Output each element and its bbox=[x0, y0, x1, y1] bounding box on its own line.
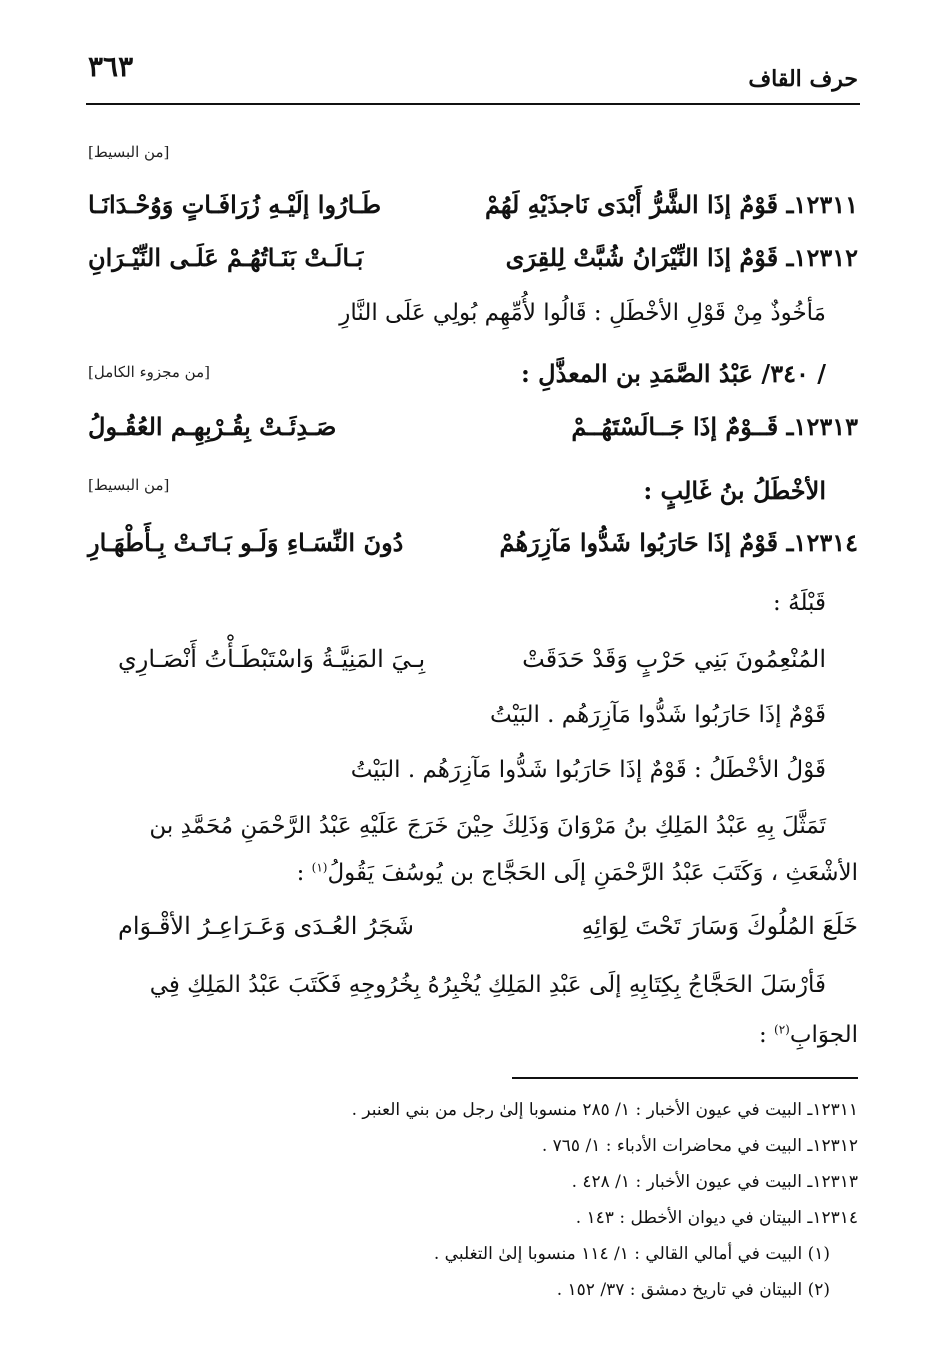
verse-12314 bbox=[88, 528, 858, 572]
verse-hemistich-second: صَـدِئَـتْ بِقُـرْبِهِـم العُقُـولُ bbox=[88, 412, 337, 441]
footnote: ١٢٣١٢ـ البيت في محاضرات الأدباء : ١/ ٧٦٥ . bbox=[541, 1136, 858, 1156]
verse-12311 bbox=[88, 190, 858, 234]
verse-hemistich-first: ١٢٣١٢ـ قَوْمٌ إذَا النِّيْرَانُ شُبَّتْ لِلقِرَى bbox=[505, 243, 858, 272]
verse-munimun bbox=[118, 645, 826, 689]
verse-hemistich-second: دُونَ النِّسَـاءِ وَلَـو بَـاتَـتْ بِـأَطْهَـارِ bbox=[88, 528, 404, 557]
footnote: ١٢٣١٣ـ البيت في عيون الأخبار : ١/ ٤٢٨ . bbox=[571, 1172, 858, 1192]
qablahu-label: قَبْلَهُ : bbox=[773, 590, 826, 616]
verse-khalaa bbox=[118, 912, 858, 956]
verse-hemistich-first: ١٢٣١٣ـ قَــوْمٌ إذَا جَــالَسْتَهُــمْ bbox=[571, 412, 858, 441]
meter-label: [من مجزوء الكامل] bbox=[88, 363, 210, 381]
footnote-ref: (٢) bbox=[774, 1022, 790, 1037]
footnote-rule bbox=[512, 1077, 858, 1079]
paragraph-line: الأشْعَثِ ، وَكَتَبَ عَبْدُ الرَّحْمَنِ إلَى الحَجَّاج بن يُوسُفَ يَقُولُ$^{(١)}$ : bbox=[296, 860, 858, 886]
footnote: ١٢٣١٤ـ البيتان في ديوان الأخطل : ١٤٣ . bbox=[575, 1208, 858, 1228]
verse-hemistich-second: بَـالَـتْ بَنَـاتُهُـمْ عَلَـى النِّيْـرَانِ bbox=[88, 243, 364, 272]
verse-hemistich-first: ١٢٣١١ـ قَوْمٌ إذَا الشَّرُّ أَبْدَى نَاجذَيْهِ لَهُمْ bbox=[484, 190, 858, 219]
footnote-ref: (١) bbox=[311, 860, 328, 875]
verse-12313 bbox=[88, 412, 858, 456]
verse-hemistich-first: خَلَعَ المُلُوكَ وَسَارَ تَحْتَ لِوَائِهِ bbox=[581, 912, 858, 940]
poet-heading: الأخْطَلُ بنُ غَالِبٍ : bbox=[643, 476, 826, 505]
paragraph-line: الجوَابِ$^{(٢)}$ : bbox=[758, 1022, 858, 1048]
footnote: ١٢٣١١ـ البيت في عيون الأخبار : ١/ ٢٨٥ منسوبا إلىٰ رجل من بني العنبر . bbox=[351, 1100, 858, 1120]
verse-hemistich-second: شَجَرُ العُـدَى وَعَـرَاعِـرُ الأقْـوَام bbox=[118, 912, 414, 940]
meter-label: [من البسيط] bbox=[88, 476, 170, 494]
verse-hemistich-first: ١٢٣١٤ـ قَوْمٌ إذَا حَارَبُوا شَدُّوا مَآزِرَهُمْ bbox=[499, 528, 858, 557]
paragraph-line: تَمَثَّلَ بِهِ عَبْدُ المَلِكِ بنُ مَرْوَانَ وَذَلِكَ حِيْنَ خَرَجَ عَلَيْهِ عَبْدُ الرَّحْمَنِ مُحَمَّدِ بن bbox=[149, 813, 826, 839]
verse-12312 bbox=[88, 243, 858, 287]
text-line: قَوْمٌ إذَا حَارَبُوا شَدُّوا مَآزِرَهُم . البَيْتُ bbox=[489, 702, 826, 728]
verse-hemistich-first: المُنْعِمُونَ بَنِي حَرْبٍ وَقَدْ حَدَقَتْ bbox=[522, 645, 826, 673]
text-line: قَوْلُ الأخْطَلُ : قَوْمٌ إذَا حَارَبُوا شَدُّوا مَآزِرَهُم . البَيْتُ bbox=[350, 757, 826, 783]
footnote: (١) البيت في أمالي القالي : ١/ ١١٤ منسوبا إلىٰ التغلبي . bbox=[433, 1244, 830, 1264]
verse-hemistich-second: بِـيَ المَنِيَّـةُ وَاسْتَبْطَـأْتُ أَنْصَـارِي bbox=[118, 645, 426, 673]
paragraph-line: فَأرْسَلَ الحَجَّاجُ بِكِتَابِهِ إلَى عَبْدِ المَلِكِ يُخْبِرُهُ بِخُرُوجِهِ فَكَتَبَ عَبْدُ المَلِكِ فِي bbox=[149, 972, 826, 998]
source-note: مَأخُوذٌ مِنْ قَوْلِ الأخْطَلِ : قَالُوا لأُمِّهِم بُولِي عَلَى النَّارِ bbox=[339, 300, 826, 326]
footnote: (٢) البيتان في تاريخ دمشق : ٣٧/ ١٥٢ . bbox=[556, 1280, 830, 1300]
verse-hemistich-second: طَـارُوا إلَيْـهِ زُرَافَـاتٍ وَوُحْـدَانَـا bbox=[88, 190, 382, 219]
page-number: ٣٦٣ bbox=[88, 50, 134, 83]
meter-label: [من البسيط] bbox=[88, 143, 170, 161]
poet-heading: / ٣٤٠/ عَبْدُ الصَّمَدِ بن المعذَّلِ : bbox=[520, 359, 826, 388]
header-rule bbox=[86, 103, 860, 105]
running-header-title: حرف القاف bbox=[748, 66, 858, 92]
